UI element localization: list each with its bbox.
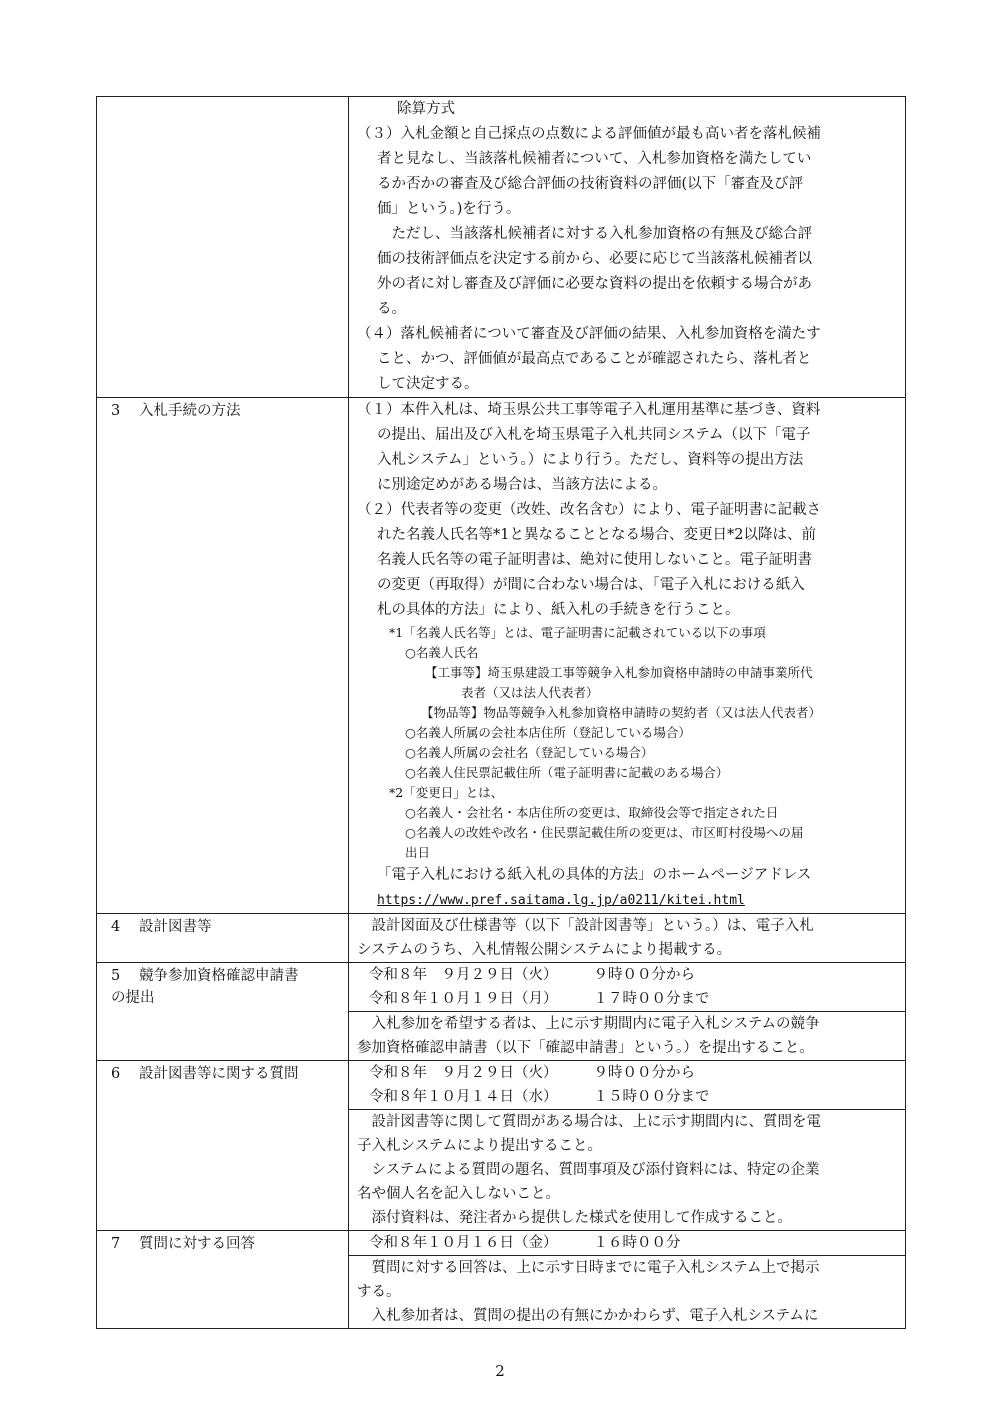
notice-table — [96, 96, 906, 1329]
schedule-line — [349, 1231, 905, 1255]
content-lines — [349, 97, 905, 397]
footnote-line: ○名義人所属の会社本店住所（登記している場合） — [405, 725, 691, 740]
text-line: の変更（再取得）が間に合わない場合は、「電子入札における紙入 — [377, 577, 805, 593]
text-line: （３）入札金額と自己採点の点数による評価値が最も高い者を落札候補 — [357, 126, 821, 142]
row-title: 設計図書等 — [139, 919, 212, 935]
table-row — [97, 1231, 906, 1329]
schedule-date: 令和８年 ９月２９日（火） — [369, 1065, 558, 1081]
row-content — [349, 914, 906, 963]
footnote-line: ○名義人氏名 — [405, 645, 479, 660]
row-content — [349, 1061, 906, 1231]
schedule-date: 令和８年１０月１９日（月） — [369, 991, 558, 1007]
schedule-line — [349, 1061, 905, 1085]
text-line: 価」という。)を行う。 — [377, 201, 521, 217]
table-row — [97, 97, 906, 398]
footnote-line: ○名義人・会社名・本店住所の変更は、取締役会等で指定された日 — [405, 805, 779, 820]
content-lines — [349, 398, 905, 623]
schedule — [349, 1231, 905, 1255]
homepage-url-link[interactable]: https://www.pref.saitama.lg.jp/a0211/kitei.html — [377, 893, 745, 908]
homepage-section — [349, 863, 905, 913]
content-lines — [349, 1011, 905, 1060]
schedule-date: 令和８年１０月１６日（金） — [369, 1235, 558, 1251]
homepage-label: 「電子入札における紙入札の具体的方法」のホームページアドレス — [377, 867, 812, 883]
footnote-line: 【物品等】物品等競争入札参加資格申請時の契約者（又は法人代表者） — [421, 705, 822, 720]
schedule-time: １６時００分 — [593, 1235, 681, 1251]
page-number: 2 — [495, 1362, 505, 1380]
text-line: 札の具体的方法」により、紙入札の手続きを行うこと。 — [377, 602, 740, 618]
row-number: 5 — [111, 968, 121, 984]
row-label — [97, 963, 349, 1061]
text-line: 者と見なし、当該落札候補者について、入札参加資格を満たしてい — [377, 151, 812, 167]
row-label — [97, 398, 349, 914]
footnote-line: *2「変更日」とは、 — [389, 785, 504, 800]
text-line: 添付資料は、発注者から提供した様式を使用して作成すること。 — [357, 1210, 792, 1226]
text-line: 子入札システムにより提出すること。 — [357, 1138, 603, 1154]
row-content — [349, 398, 906, 914]
text-line: るか否かの審査及び総合評価の技術資料の評価(以下「審査及び評 — [377, 176, 804, 192]
schedule-date: 令和８年 ９月２９日（火） — [369, 967, 558, 983]
footnote-line: ○名義人所属の会社名（登記している場合） — [405, 745, 654, 760]
text-line: る。 — [377, 301, 406, 317]
footnote-line: ○名義人の改姓や改名・住民票記載住所の変更は、市区町村役場への届 — [405, 825, 804, 840]
schedule-time: ９時００分から — [593, 1065, 695, 1081]
schedule-time: ９時００分から — [593, 967, 695, 983]
text-line: の提出、届出及び入札を埼玉県電子入札共同システム（以下「電子 — [377, 427, 811, 443]
text-line: ただし、当該落札候補者に対する入札参加資格の有無及び総合評 — [377, 226, 812, 242]
text-line: 外の者に対し審査及び評価に必要な資料の提出を依頼する場合があ — [377, 276, 812, 292]
text-line: 参加資格確認申請書（以下「確認申請書」という。）を提出すること。 — [357, 1040, 814, 1056]
row-number: 4 — [111, 919, 121, 935]
row-label — [97, 914, 349, 963]
text-line: （２）代表者等の変更（改姓、改名含む）により、電子証明書に記載さ — [357, 502, 821, 518]
content-lines — [349, 1109, 905, 1230]
row-number: 3 — [111, 403, 121, 419]
row-content — [349, 97, 906, 398]
schedule-line — [349, 987, 905, 1011]
row-title: 競争参加資格確認申請書 — [139, 968, 299, 984]
row-content — [349, 963, 906, 1061]
text-line: システムのうち、入札情報公開システムにより掲載する。 — [357, 942, 732, 958]
text-line: システムによる質問の題名、質問事項及び添付資料には、特定の企業 — [357, 1162, 820, 1178]
schedule-line — [349, 1085, 905, 1109]
row-label — [97, 1061, 349, 1231]
text-line: する。 — [357, 1284, 401, 1300]
text-line: れた名義人氏名等*1と異なることとなる場合、変更日*2以降は、前 — [377, 527, 816, 543]
row-label — [97, 1231, 349, 1329]
row-number: 6 — [111, 1066, 121, 1082]
table-row — [97, 1061, 906, 1231]
text-line: して決定する。 — [377, 376, 479, 392]
text-line: （１）本件入札は、埼玉県公共工事等電子入札運用基準に基づき、資料 — [357, 402, 821, 418]
content-lines — [349, 914, 905, 962]
footnote-line: *1「名義人氏名等」とは、電子証明書に記載されている以下の事項 — [389, 625, 766, 640]
text-line: 名義人氏名等の電子証明書は、絶対に使用しないこと。電子証明書 — [377, 552, 812, 568]
schedule-time: １７時００分まで — [593, 991, 710, 1007]
schedule-time: １５時００分まで — [593, 1089, 710, 1105]
schedule — [349, 963, 905, 1011]
text-line: 設計図面及び仕様書等（以下「設計図書等」という。）は、電子入札 — [357, 918, 814, 934]
content-lines — [349, 1255, 905, 1328]
table-row — [97, 398, 906, 914]
text-line: に別途定めがある場合は、当該方法による。 — [377, 477, 667, 493]
text-line: 入札システム」という。）により行う。ただし、資料等の提出方法 — [377, 452, 804, 468]
schedule-date: 令和８年１０月１４日（水） — [369, 1089, 558, 1105]
row-content — [349, 1231, 906, 1329]
document-page — [96, 96, 906, 1329]
footnote-line: 出日 — [405, 845, 431, 860]
text-line: 設計図書等に関して質問がある場合は、上に示す期間内に、質問を電 — [357, 1114, 821, 1130]
row-title: 設計図書等に関する質問 — [139, 1066, 299, 1082]
footnote-line: 【工事等】埼玉県建設工事等競争入札参加資格申請時の申請事業所代 — [425, 665, 813, 680]
table-row — [97, 963, 906, 1061]
row-title: 質問に対する回答 — [139, 1236, 255, 1252]
row-title-cont: の提出 — [111, 990, 155, 1006]
text-line: 名や個人名を記入しないこと。 — [357, 1186, 560, 1202]
row-title: 入札手続の方法 — [139, 403, 241, 419]
footnote-line: ○名義人住民票記載住所（電子証明書に記載のある場合） — [405, 765, 729, 780]
schedule-line — [349, 963, 905, 987]
footnotes — [349, 623, 905, 863]
text-line: 価の技術評価点を決定する前から、必要に応じて当該落札候補者以 — [377, 251, 812, 267]
text-line: こと、かつ、評価値が最高点であることが確認されたら、落札者と — [377, 351, 812, 367]
text-line: （４）落札候補者について審査及び評価の結果、入札参加資格を満たす — [357, 326, 821, 342]
text-line: 質問に対する回答は、上に示す日時までに電子入札システム上で掲示 — [357, 1260, 820, 1276]
table-row — [97, 914, 906, 963]
row-label — [97, 97, 349, 398]
text-line: 入札参加者は、質問の提出の有無にかかわらず、電子入札システムに — [357, 1308, 819, 1324]
text-line: 除算方式 — [397, 101, 455, 117]
text-line: 入札参加を希望する者は、上に示す期間内に電子入札システムの競争 — [357, 1016, 820, 1032]
footnote-line: 表者（又は法人代表者） — [461, 685, 599, 700]
row-number: 7 — [111, 1236, 121, 1252]
schedule — [349, 1061, 905, 1109]
